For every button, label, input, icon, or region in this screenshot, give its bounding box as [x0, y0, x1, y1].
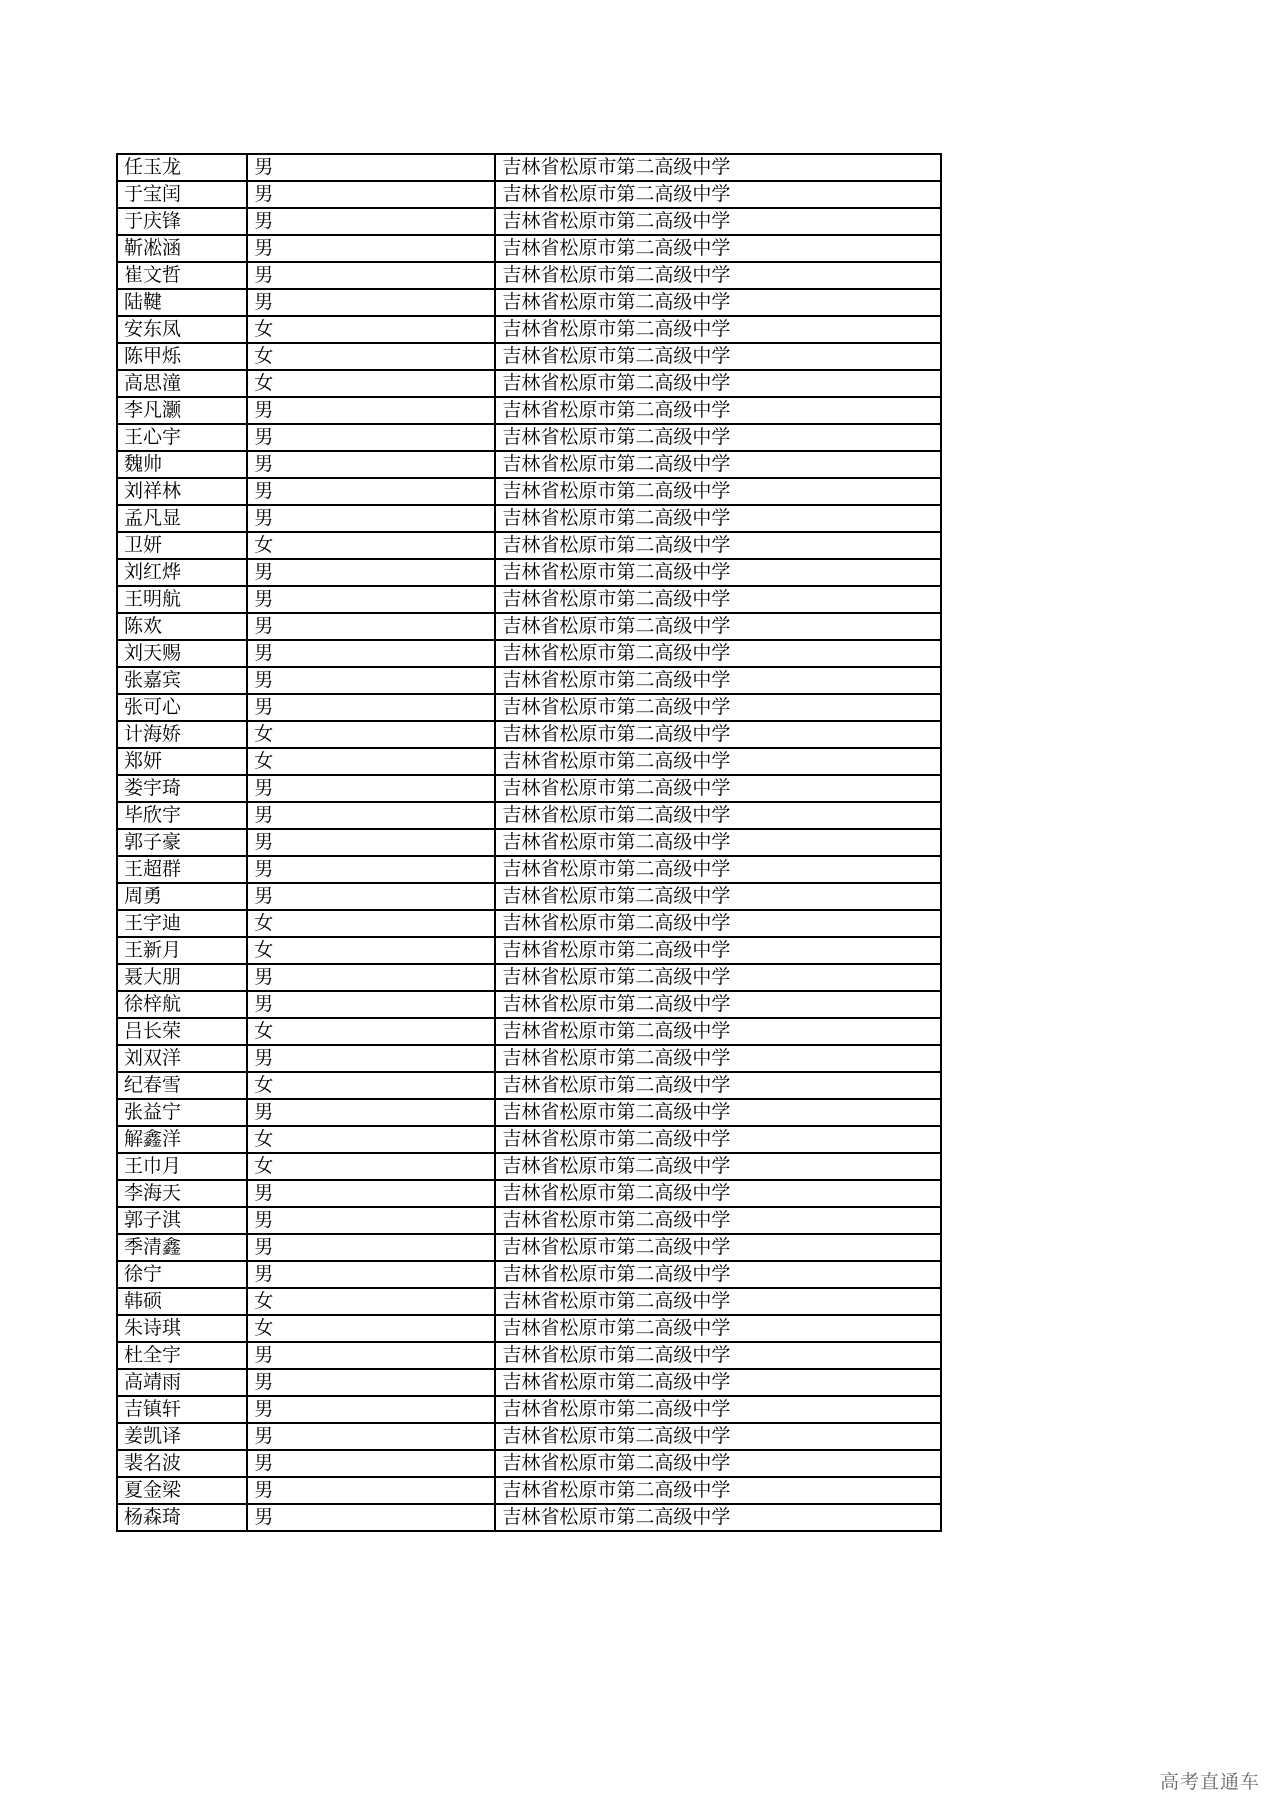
school-cell: 吉林省松原市第二高级中学: [495, 775, 941, 802]
school-cell: 吉林省松原市第二高级中学: [495, 262, 941, 289]
school-cell: 吉林省松原市第二高级中学: [495, 1315, 941, 1342]
school-cell: 吉林省松原市第二高级中学: [495, 424, 941, 451]
student-name-cell: 孟凡显: [117, 505, 247, 532]
table-row: [117, 640, 941, 667]
gender-cell: 男: [247, 1423, 495, 1450]
table-row: [117, 181, 941, 208]
school-cell: 吉林省松原市第二高级中学: [495, 343, 941, 370]
gender-cell: 男: [247, 1234, 495, 1261]
table-row: [117, 397, 941, 424]
school-cell: 吉林省松原市第二高级中学: [495, 1504, 941, 1531]
table-row: [117, 1396, 941, 1423]
school-cell: 吉林省松原市第二高级中学: [495, 991, 941, 1018]
gender-cell: 男: [247, 856, 495, 883]
student-name-cell: 娄宇琦: [117, 775, 247, 802]
school-cell: 吉林省松原市第二高级中学: [495, 1180, 941, 1207]
school-cell: 吉林省松原市第二高级中学: [495, 640, 941, 667]
student-name-cell: 徐宁: [117, 1261, 247, 1288]
student-name-cell: 张可心: [117, 694, 247, 721]
student-name-cell: 于宝闰: [117, 181, 247, 208]
table-row: [117, 910, 941, 937]
student-name-cell: 于庆锋: [117, 208, 247, 235]
student-name-cell: 韩硕: [117, 1288, 247, 1315]
gender-cell: 男: [247, 289, 495, 316]
gender-cell: 男: [247, 775, 495, 802]
school-cell: 吉林省松原市第二高级中学: [495, 1234, 941, 1261]
table-row: [117, 532, 941, 559]
gender-cell: 男: [247, 802, 495, 829]
gender-cell: 女: [247, 937, 495, 964]
gender-cell: 男: [247, 181, 495, 208]
student-name-cell: 王心宇: [117, 424, 247, 451]
table-row: [117, 289, 941, 316]
student-name-cell: 杨森琦: [117, 1504, 247, 1531]
gender-cell: 男: [247, 262, 495, 289]
table-row: [117, 667, 941, 694]
table-row: [117, 964, 941, 991]
student-name-cell: 裴名波: [117, 1450, 247, 1477]
school-cell: 吉林省松原市第二高级中学: [495, 397, 941, 424]
school-cell: 吉林省松原市第二高级中学: [495, 559, 941, 586]
student-name-cell: 徐梓航: [117, 991, 247, 1018]
school-cell: 吉林省松原市第二高级中学: [495, 154, 941, 181]
gender-cell: 男: [247, 586, 495, 613]
student-name-cell: 周勇: [117, 883, 247, 910]
gender-cell: 男: [247, 424, 495, 451]
gender-cell: 男: [247, 397, 495, 424]
school-cell: 吉林省松原市第二高级中学: [495, 1261, 941, 1288]
table-row: [117, 343, 941, 370]
gender-cell: 男: [247, 964, 495, 991]
gender-cell: 男: [247, 208, 495, 235]
student-name-cell: 卫妍: [117, 532, 247, 559]
school-cell: 吉林省松原市第二高级中学: [495, 856, 941, 883]
table-row: [117, 1369, 941, 1396]
table-row: [117, 1018, 941, 1045]
student-name-cell: 李海天: [117, 1180, 247, 1207]
school-cell: 吉林省松原市第二高级中学: [495, 1153, 941, 1180]
student-name-cell: 刘双洋: [117, 1045, 247, 1072]
student-name-cell: 刘红烨: [117, 559, 247, 586]
table-row: [117, 1207, 941, 1234]
gender-cell: 女: [247, 370, 495, 397]
gender-cell: 男: [247, 1261, 495, 1288]
school-cell: 吉林省松原市第二高级中学: [495, 316, 941, 343]
student-roster-table: [116, 153, 942, 1532]
gender-cell: 女: [247, 1072, 495, 1099]
table-row: [117, 883, 941, 910]
school-cell: 吉林省松原市第二高级中学: [495, 1477, 941, 1504]
gender-cell: 男: [247, 1207, 495, 1234]
gender-cell: 男: [247, 613, 495, 640]
table-row: [117, 1504, 941, 1531]
table-row: [117, 775, 941, 802]
table-row: [117, 937, 941, 964]
gender-cell: 男: [247, 559, 495, 586]
student-name-cell: 吉镇轩: [117, 1396, 247, 1423]
table-row: [117, 1072, 941, 1099]
gender-cell: 女: [247, 532, 495, 559]
school-cell: 吉林省松原市第二高级中学: [495, 883, 941, 910]
table-row: [117, 748, 941, 775]
table-row: [117, 721, 941, 748]
gender-cell: 男: [247, 451, 495, 478]
student-name-cell: 高靖雨: [117, 1369, 247, 1396]
student-name-cell: 陈甲烁: [117, 343, 247, 370]
gender-cell: 男: [247, 1450, 495, 1477]
student-name-cell: 夏金梁: [117, 1477, 247, 1504]
school-cell: 吉林省松原市第二高级中学: [495, 802, 941, 829]
gender-cell: 女: [247, 1315, 495, 1342]
table-row: [117, 316, 941, 343]
gender-cell: 男: [247, 667, 495, 694]
table-row: [117, 694, 941, 721]
student-name-cell: 姜凯译: [117, 1423, 247, 1450]
school-cell: 吉林省松原市第二高级中学: [495, 289, 941, 316]
school-cell: 吉林省松原市第二高级中学: [495, 667, 941, 694]
student-name-cell: 季清鑫: [117, 1234, 247, 1261]
school-cell: 吉林省松原市第二高级中学: [495, 181, 941, 208]
table-row: [117, 829, 941, 856]
student-name-cell: 崔文哲: [117, 262, 247, 289]
school-cell: 吉林省松原市第二高级中学: [495, 1423, 941, 1450]
gender-cell: 女: [247, 910, 495, 937]
gender-cell: 男: [247, 235, 495, 262]
school-cell: 吉林省松原市第二高级中学: [495, 532, 941, 559]
school-cell: 吉林省松原市第二高级中学: [495, 586, 941, 613]
watermark-text: 高考直通车: [1159, 1771, 1260, 1793]
gender-cell: 女: [247, 343, 495, 370]
gender-cell: 男: [247, 505, 495, 532]
gender-cell: 男: [247, 1099, 495, 1126]
gender-cell: 男: [247, 829, 495, 856]
roster-body: [117, 154, 941, 1531]
table-row: [117, 1342, 941, 1369]
student-name-cell: 王明航: [117, 586, 247, 613]
table-row: [117, 262, 941, 289]
gender-cell: 男: [247, 694, 495, 721]
table-row: [117, 991, 941, 1018]
student-name-cell: 张益宁: [117, 1099, 247, 1126]
table-row: [117, 370, 941, 397]
school-cell: 吉林省松原市第二高级中学: [495, 910, 941, 937]
table-row: [117, 586, 941, 613]
table-row: [117, 802, 941, 829]
school-cell: 吉林省松原市第二高级中学: [495, 748, 941, 775]
student-name-cell: 郭子淇: [117, 1207, 247, 1234]
student-name-cell: 郭子豪: [117, 829, 247, 856]
table-row: [117, 1261, 941, 1288]
school-cell: 吉林省松原市第二高级中学: [495, 721, 941, 748]
gender-cell: 男: [247, 1477, 495, 1504]
school-cell: 吉林省松原市第二高级中学: [495, 964, 941, 991]
student-name-cell: 陈欢: [117, 613, 247, 640]
table-row: [117, 1288, 941, 1315]
student-name-cell: 聂大朋: [117, 964, 247, 991]
gender-cell: 女: [247, 1288, 495, 1315]
gender-cell: 男: [247, 640, 495, 667]
gender-cell: 男: [247, 1369, 495, 1396]
student-name-cell: 刘天赐: [117, 640, 247, 667]
gender-cell: 男: [247, 1504, 495, 1531]
gender-cell: 男: [247, 883, 495, 910]
gender-cell: 女: [247, 748, 495, 775]
table-row: [117, 856, 941, 883]
gender-cell: 女: [247, 721, 495, 748]
school-cell: 吉林省松原市第二高级中学: [495, 613, 941, 640]
table-row: [117, 1477, 941, 1504]
student-name-cell: 吕长荣: [117, 1018, 247, 1045]
gender-cell: 男: [247, 991, 495, 1018]
school-cell: 吉林省松原市第二高级中学: [495, 235, 941, 262]
table-row: [117, 1234, 941, 1261]
school-cell: 吉林省松原市第二高级中学: [495, 694, 941, 721]
table-row: [117, 1450, 941, 1477]
table-row: [117, 451, 941, 478]
student-name-cell: 朱诗琪: [117, 1315, 247, 1342]
school-cell: 吉林省松原市第二高级中学: [495, 1126, 941, 1153]
school-cell: 吉林省松原市第二高级中学: [495, 829, 941, 856]
table-row: [117, 1423, 941, 1450]
school-cell: 吉林省松原市第二高级中学: [495, 478, 941, 505]
table-row: [117, 559, 941, 586]
student-name-cell: 张嘉宾: [117, 667, 247, 694]
student-name-cell: 解鑫洋: [117, 1126, 247, 1153]
table-row: [117, 1180, 941, 1207]
student-name-cell: 郑妍: [117, 748, 247, 775]
school-cell: 吉林省松原市第二高级中学: [495, 1396, 941, 1423]
school-cell: 吉林省松原市第二高级中学: [495, 505, 941, 532]
school-cell: 吉林省松原市第二高级中学: [495, 208, 941, 235]
gender-cell: 女: [247, 1153, 495, 1180]
table-row: [117, 613, 941, 640]
school-cell: 吉林省松原市第二高级中学: [495, 1342, 941, 1369]
gender-cell: 男: [247, 1180, 495, 1207]
gender-cell: 男: [247, 154, 495, 181]
student-name-cell: 任玉龙: [117, 154, 247, 181]
table-row: [117, 1045, 941, 1072]
school-cell: 吉林省松原市第二高级中学: [495, 451, 941, 478]
table-row: [117, 1099, 941, 1126]
student-name-cell: 纪春雪: [117, 1072, 247, 1099]
student-name-cell: 李凡灏: [117, 397, 247, 424]
table-row: [117, 424, 941, 451]
gender-cell: 女: [247, 1126, 495, 1153]
gender-cell: 男: [247, 1045, 495, 1072]
school-cell: 吉林省松原市第二高级中学: [495, 1207, 941, 1234]
school-cell: 吉林省松原市第二高级中学: [495, 1450, 941, 1477]
school-cell: 吉林省松原市第二高级中学: [495, 1369, 941, 1396]
student-name-cell: 王超群: [117, 856, 247, 883]
school-cell: 吉林省松原市第二高级中学: [495, 370, 941, 397]
gender-cell: 女: [247, 1018, 495, 1045]
gender-cell: 男: [247, 1342, 495, 1369]
student-name-cell: 计海娇: [117, 721, 247, 748]
gender-cell: 男: [247, 478, 495, 505]
student-name-cell: 靳凇涵: [117, 235, 247, 262]
table-row: [117, 235, 941, 262]
school-cell: 吉林省松原市第二高级中学: [495, 1045, 941, 1072]
gender-cell: 女: [247, 316, 495, 343]
student-name-cell: 杜全宇: [117, 1342, 247, 1369]
student-name-cell: 陆鞬: [117, 289, 247, 316]
table-row: [117, 1315, 941, 1342]
student-name-cell: 安东凤: [117, 316, 247, 343]
table-row: [117, 1126, 941, 1153]
school-cell: 吉林省松原市第二高级中学: [495, 1288, 941, 1315]
student-name-cell: 王巾月: [117, 1153, 247, 1180]
school-cell: 吉林省松原市第二高级中学: [495, 1099, 941, 1126]
table-row: [117, 154, 941, 181]
student-name-cell: 王宇迪: [117, 910, 247, 937]
school-cell: 吉林省松原市第二高级中学: [495, 937, 941, 964]
student-name-cell: 王新月: [117, 937, 247, 964]
table-row: [117, 505, 941, 532]
school-cell: 吉林省松原市第二高级中学: [495, 1072, 941, 1099]
student-name-cell: 毕欣宇: [117, 802, 247, 829]
student-name-cell: 魏帅: [117, 451, 247, 478]
table-row: [117, 208, 941, 235]
student-name-cell: 高思潼: [117, 370, 247, 397]
school-cell: 吉林省松原市第二高级中学: [495, 1018, 941, 1045]
table-row: [117, 1153, 941, 1180]
gender-cell: 男: [247, 1396, 495, 1423]
table-row: [117, 478, 941, 505]
student-name-cell: 刘祥林: [117, 478, 247, 505]
